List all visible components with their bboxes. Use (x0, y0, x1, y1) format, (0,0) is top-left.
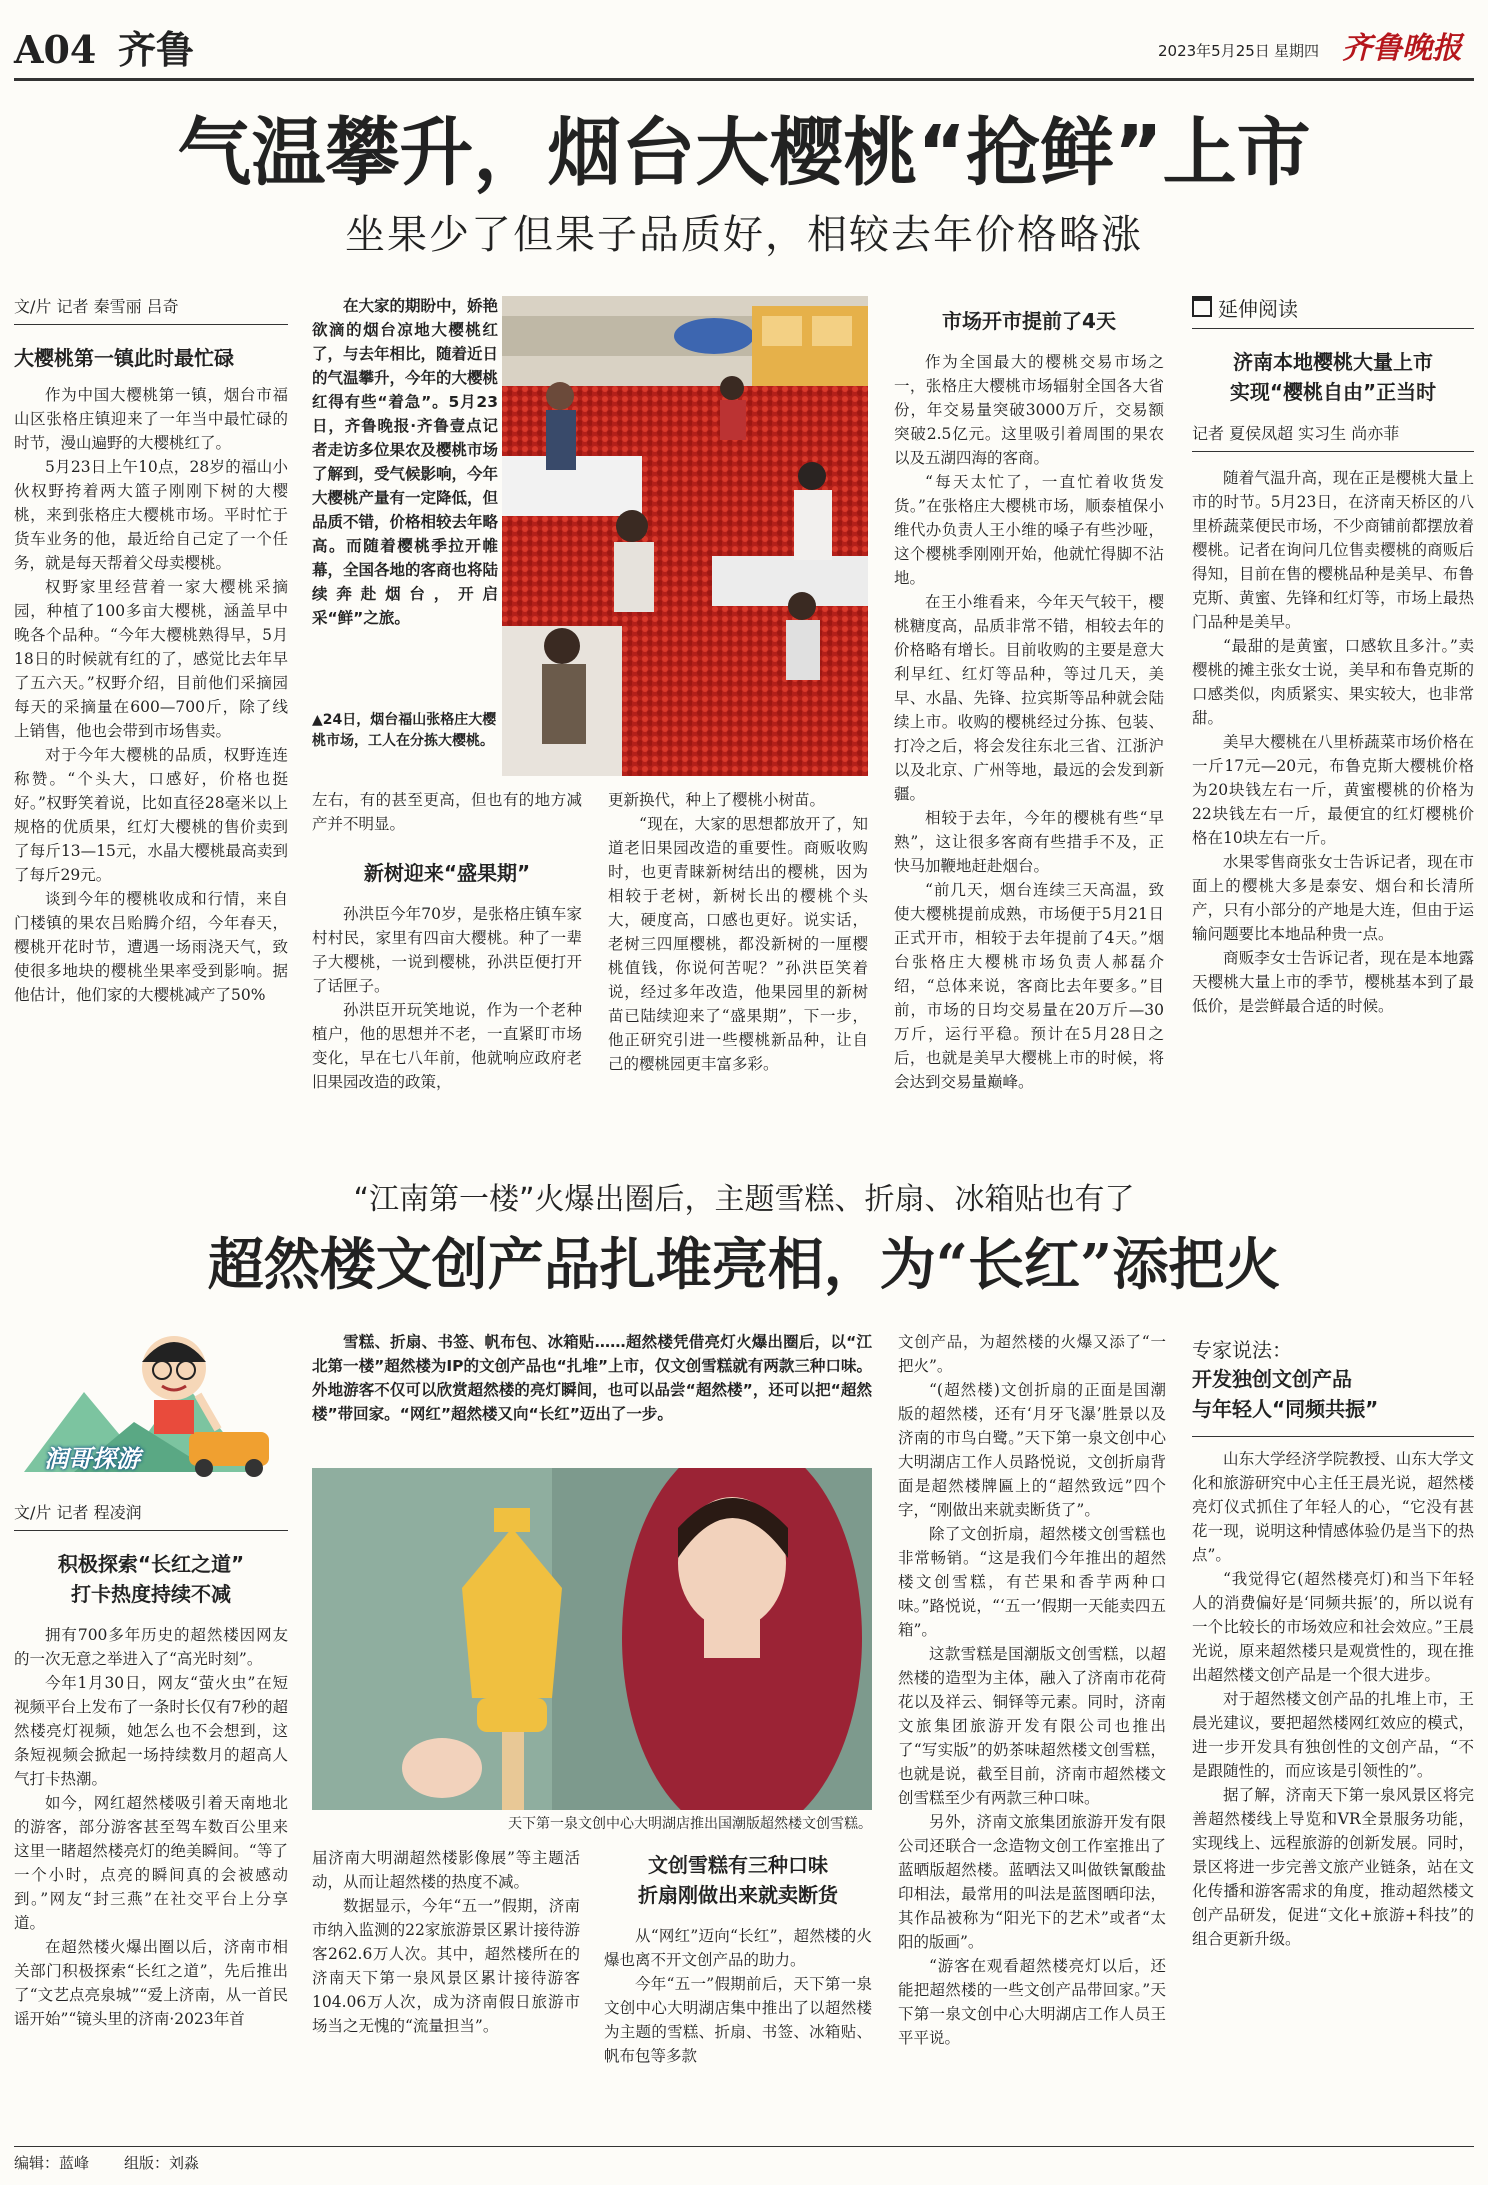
paragraph: “前几天，烟台连续三天高温，致使大樱桃提前成熟，市场便于5月21日正式开市，相较于去年提前了4天。”烟台张格庄大樱桃市场负责人郝磊介绍，“总体来说，客商比去年要多。”目前，市场的日均交易量在20万斤—30万斤，运行平稳。预计在5月28日之后，也就是美早大樱桃上市的时候，将会达到交易量巅峰。 (894, 881, 1164, 1091)
paragraph: 左右，有的甚至更高，但也有的地方减产并不明显。 (312, 791, 582, 833)
paragraph: 作为中国大樱桃第一镇，烟台市福山区张格庄镇迎来了一年当中最忙碌的时节，漫山遍野的大樱桃红了。 (14, 386, 288, 452)
paragraph: “现在，大家的思想都放开了，知道老旧果园改造的重要性。商贩收购时，也更青睐新树结出的樱桃，因为相较于老树，新树长出的樱桃个头大，硬度高，口感也更好。说实话，老树三四厘樱桃，都没新树的一厘樱桃值钱，你说何苦呢？”孙洪臣笑着说，经过多年改造，他果园里的新树苗已陆续迎来了“盛果期”，下一步，他正研究引进一些樱桃新品种，让自己的樱桃园更丰富多彩。 (608, 815, 868, 1073)
story1-lead: 在大家的期盼中，娇艳欲滴的烟台凉地大樱桃红了，与去年相比，随着近日的气温攀升，今年的大樱桃红得有些“着急”。5月23日，齐鲁晚报·齐鲁壹点记者走访多位果农及樱桃市场了解到，受气候影响，今年大樱桃产量有一定降低，但品质不错，价格相较去年略高。而随着樱桃季拉开帷幕，全国各地的客商也将陆续奔赴烟台，开启采“鲜”之旅。 (312, 297, 499, 627)
paragraph: 权野家里经营着一家大樱桃采摘园，种植了100多亩大樱桃，涵盖早中晚各个品种。“今年大樱桃熟得早，5月18日的时候就有红的了，感觉比去年早了五六天。”权野介绍，目前他们采摘园每天的采摘量在600—700斤，除了线上销售，他也会带到市场售卖。 (14, 578, 288, 740)
paragraph: 美早大樱桃在八里桥蔬菜市场价格在一斤17元—20元，布鲁克斯大樱桃价格为20块钱左右一斤，黄蜜樱桃的价格为22块钱左右一斤，最便宜的红灯樱桃价格在10块左右一斤。 (1192, 733, 1474, 847)
paragraph: 届济南大明湖超然楼影像展”等主题活动，从而让超然楼的热度不减。 (312, 1849, 580, 1891)
paragraph: 数据显示，今年“五一”假期，济南市纳入监测的22家旅游景区累计接待游客262.6万人次。其中，超然楼所在的济南天下第一泉风景区累计接待游客104.06万人次，成为济南假日旅游市场当之无愧的“流量担当”。 (312, 1897, 580, 2035)
paragraph: 更新换代，种上了樱桃小树苗。 (608, 791, 826, 809)
footer-editor: 编辑：蓝峰 (14, 2154, 90, 2172)
story1-subheading-1: 大樱桃第一镇此时最忙碌 (14, 346, 234, 370)
paragraph: “我觉得它(超然楼亮灯)和当下年轻人的消费偏好是‘同频共振’的，所以说有一个比较长的市场效应和社会效应。”王晨光说，原来超然楼只是观赏性的，现在推出超然楼文创产品是一个很大进步。 (1192, 1570, 1474, 1684)
paragraph: “(超然楼)文创折扇的正面是国潮版的超然楼，还有‘月牙飞瀑’胜景以及济南的市鸟白鹭。”天下第一泉文创中心大明湖店工作人员路悦说，文创折扇背面是超然楼牌匾上的“超然致远”四个字，“刚做出来就卖断货了”。 (898, 1381, 1166, 1519)
sidebar2-headline-1: 开发独创文创产品 (1192, 1367, 1352, 1391)
sidebar1-headline-1: 济南本地樱桃大量上市 (1233, 350, 1433, 374)
paragraph: 这款雪糕是国潮版文创雪糕，以超然楼的造型为主体，融入了济南市花荷花以及祥云、铜铎等元素。同时，济南文旅集团旅游开发有限公司也推出了“写实版”的奶茶味超然楼文创雪糕，也就是说，截至目前，济南市超然楼文创雪糕至少有两款三种口味。 (898, 1645, 1166, 1807)
story2-subheading-2b: 折扇刚做出来就卖断货 (638, 1883, 838, 1907)
story2-subheading-1b: 打卡热度持续不减 (71, 1582, 231, 1606)
story2-headline: 超然楼文创产品扎堆亮相，为“长红”添把火 (207, 1232, 1281, 1298)
story1-photo-caption: ▲24日，烟台福山张格庄大樱桃市场，工人在分拣大樱桃。 (312, 712, 497, 749)
paragraph: 拥有700多年历史的超然楼因网友的一次无意之举进入了“高光时刻”。 (14, 1626, 288, 1668)
story2-subheading-1a: 积极探索“长红之道” (57, 1552, 245, 1576)
story1-subheading-2: 新树迎来“盛果期” (363, 861, 531, 885)
paragraph: “每天太忙了，一直忙着收货发货。”在张格庄大樱桃市场，顺泰植保小维代办负责人王小维的嗓子有些沙哑，这个樱桃季刚刚开始，他就忙得脚不沾地。 (894, 473, 1164, 587)
story1-subheading-3: 市场开市提前了4天 (942, 309, 1116, 333)
story2-lead: 雪糕、折扇、书签、帆布包、冰箱贴……超然楼凭借亮灯火爆出圈后，以“江北第一楼”超然楼为IP的文创产品也“扎堆”上市，仅文创雪糕就有两款三种口味。外地游客不仅可以欣赏超然楼的亮灯瞬间，也可以品尝“超然楼”，还可以把“超然楼”带回家。“网红”超然楼又向“长红”迈出了一步。 (312, 1333, 872, 1423)
paragraph: 谈到今年的樱桃收成和行情，来自门楼镇的果农吕贻腾介绍，今年春天，樱桃开花时节，遭遇一场雨浇天气，致使很多地块的樱桃坐果率受到影响。据他估计，他们家的大樱桃减产了50% (14, 890, 288, 1004)
paragraph: 相较于去年，今年的樱桃有些“早熟”，这让很多客商有些措手不及，正快马加鞭地赶赴烟台。 (894, 809, 1164, 875)
paragraph: 山东大学经济学院教授、山东大学文化和旅游研究中心主任王晨光说，超然楼亮灯仪式抓住了年轻人的心，“它没有甚花一现，说明这种情感体验仍是当下的热点”。 (1192, 1450, 1474, 1564)
story2-subheading-2a: 文创雪糕有三种口味 (648, 1853, 828, 1877)
paragraph: 对于今年大樱桃的品质，权野连连称赞。“个头大，口感好，价格也挺好。”权野笑着说，比如直径28毫米以上规格的优质果，红灯大樱桃的售价卖到了每斤13—15元，水晶大樱桃最高卖到了每斤29元。 (14, 746, 288, 884)
paragraph: 另外，济南文旅集团旅游开发有限公司还联合一念造物文创工作室推出了蓝晒版超然楼。蓝晒法又叫做铁氰酸盐印相法，最常用的叫法是蓝图晒印法，其作品被称为“阳光下的艺术”或者“太阳的版画”。 (898, 1813, 1166, 1951)
issue-date: 2023年5月25日 (1158, 42, 1270, 60)
story1-subhead: 坐果少了但果子品质好，相较去年价格略涨 (345, 212, 1143, 258)
story2-byline: 文/片 记者 程凌润 (14, 1500, 288, 1531)
paragraph: 孙洪臣开玩笑地说，作为一个老种植户，他的思想并不老，一直紧盯市场变化，早在七八年前，他就响应政府老旧果园改造的政策， (312, 1001, 582, 1091)
paragraph: 据了解，济南天下第一泉风景区将完善超然楼线上导览和VR全景服务功能，实现线上、远程旅游的创新发展。同时，景区将进一步完善文旅产业链条，站在文化传播和游客需求的角度，推动超然楼文创产品研发，促进“文化+旅游+科技”的组合更新升级。 (1192, 1786, 1474, 1948)
story1-headline: 气温攀升，烟台大樱桃“抢鲜”上市 (177, 110, 1311, 196)
paragraph: 对于超然楼文创产品的扎堆上市，王晨光建议，要把超然楼网红效应的模式，进一步开发具有独创性的文创产品，“不是跟随性的，而应该是引领性的”。 (1192, 1690, 1474, 1780)
header-rule (14, 78, 1474, 81)
sidebar2-headline-2: 与年轻人“同频共振” (1192, 1397, 1379, 1421)
paragraph: 今年“五一”假期前后，天下第一泉文创中心大明湖店集中推出了以超然楼为主题的雪糕、折扇、书签、冰箱贴、帆布包等多款 (604, 1975, 872, 2065)
paragraph: 从“网红”迈向“长红”，超然楼的火爆也离不开文创产品的助力。 (604, 1927, 872, 1969)
ice-cream-illustration (312, 1468, 872, 1810)
story2-photo-caption: 天下第一泉文创中心大明湖店推出国潮版超然楼文创雪糕。 (508, 1816, 872, 1832)
footer-layout: 组版：刘淼 (124, 2154, 200, 2172)
document-icon (1192, 296, 1212, 317)
page-number: A04 (14, 27, 97, 72)
sidebar1-rule (1192, 328, 1474, 329)
paragraph: 文创产品，为超然楼的火爆又添了“一把火”。 (898, 1333, 1166, 1375)
sidebar1-headline-2: 实现“樱桃自由”正当时 (1229, 380, 1437, 404)
sidebar1-kicker: 延伸阅读 (1192, 294, 1474, 324)
sidebar2-kicker: 专家说法： (1192, 1338, 1292, 1362)
paragraph: 孙洪臣今年70岁，是张格庄镇车家村村民，家里有四亩大樱桃。种了一辈子大樱桃，一说到樱桃，孙洪臣便打开了话匣子。 (312, 905, 582, 995)
paragraph: 商贩李女士告诉记者，现在是本地露天樱桃大量上市的季节，樱桃基本到了最低价，是尝鲜最合适的时候。 (1192, 949, 1474, 1015)
story1-byline: 文/片 记者 秦雪丽 吕奇 (14, 294, 288, 325)
section-name: 齐鲁 (118, 27, 195, 72)
paragraph: 作为全国最大的樱桃交易市场之一，张格庄大樱桃市场辐射全国各大省份，年交易量突破3000万斤，交易额突破2.5亿元。这里吸引着周围的果农以及五湖四海的客商。 (894, 353, 1164, 467)
newspaper-masthead: 齐鲁晚报 (1342, 31, 1462, 66)
story2-kicker: “江南第一楼”火爆出圈后，主题雪糕、折扇、冰箱贴也有了 (353, 1182, 1135, 1217)
column-logo-text: 润哥探游 (44, 1445, 140, 1473)
ice-cream-photo (312, 1468, 872, 1810)
paragraph: “最甜的是黄蜜，口感软且多汁。”卖樱桃的摊主张女士说，美早和布鲁克斯的口感类似，肉质紧实、果实较大，也非常甜。 (1192, 637, 1474, 727)
cherry-market-illustration (502, 296, 868, 776)
paragraph: 今年1月30日，网友“萤火虫”在短视频平台上发布了一条时长仅有7秒的超然楼亮灯视频，她怎么也不会想到，这条短视频会掀起一场持续数月的超高人气打卡热潮。 (14, 1674, 288, 1788)
paragraph: 5月23日上午10点，28岁的福山小伙权野挎着两大篮子刚刚下树的大樱桃，来到张格庄大樱桃市场。平时忙于货车业务的他，最近给自己定了一个任务，就是每天帮着父母卖樱桃。 (14, 458, 288, 572)
sidebar1-byline: 记者 夏侯凤超 实习生 尚亦菲 (1192, 421, 1474, 452)
paragraph: 除了文创折扇，超然楼文创雪糕也非常畅销。“这是我们今年推出的超然楼文创雪糕，有芒果和香芋两种口味。”路悦说，“‘五一’假期一天能卖四五箱”。 (898, 1525, 1166, 1639)
paragraph: 在王小维看来，今年天气较干，樱桃糖度高，品质非常不错，相较去年的价格略有增长。目前收购的主要是意大利早红、红灯等品种，等过几天，美早、水晶、先锋、拉宾斯等品种就会陆续上市。收购的樱桃经过分拣、包装、打冷之后，将会发往东北三省、江浙沪以及北京、广州等地，最远的会发到新疆。 (894, 593, 1164, 803)
cherry-market-photo (502, 296, 868, 776)
paragraph: 如今，网红超然楼吸引着天南地北的游客，部分游客甚至驾车数百公里来这里一睹超然楼亮灯的绝美瞬间。“等了一个小时，点亮的瞬间真的会被感动到。”网友“封三燕”在社交平台上分享道。 (14, 1794, 288, 1932)
sidebar2-rule (1192, 1436, 1474, 1437)
paragraph: 水果零售商张女士告诉记者，现在市面上的樱桃大多是泰安、烟台和长清所产，只有小部分的产地是大连，但由于运输问题要比本地品种贵一点。 (1192, 853, 1474, 943)
issue-weekday: 星期四 (1274, 42, 1320, 60)
paragraph: 随着气温升高，现在正是樱桃大量上市的时节。5月23日，在济南天桥区的八里桥蔬菜便民市场，不少商铺前都摆放着樱桃。记者在询问几位售卖樱桃的商贩后得知，目前在售的樱桃品种是美早、布鲁克斯、黄蜜、先锋和红灯等，市场上最热门品种是美早。 (1192, 469, 1474, 631)
paragraph: 在超然楼火爆出圈以后，济南市相关部门积极探索“长红之道”，先后推出了“文艺点亮泉城”“爱上济南，从一首民谣开始”“镜头里的济南·2023年首 (14, 1938, 288, 2028)
footer-rule (14, 2146, 1474, 2147)
column-logo (14, 1322, 288, 1492)
paragraph: “游客在观看超然楼亮灯以后，还能把超然楼的一些文创产品带回家。”天下第一泉文创中心大明湖店工作人员王平平说。 (898, 1957, 1166, 2047)
